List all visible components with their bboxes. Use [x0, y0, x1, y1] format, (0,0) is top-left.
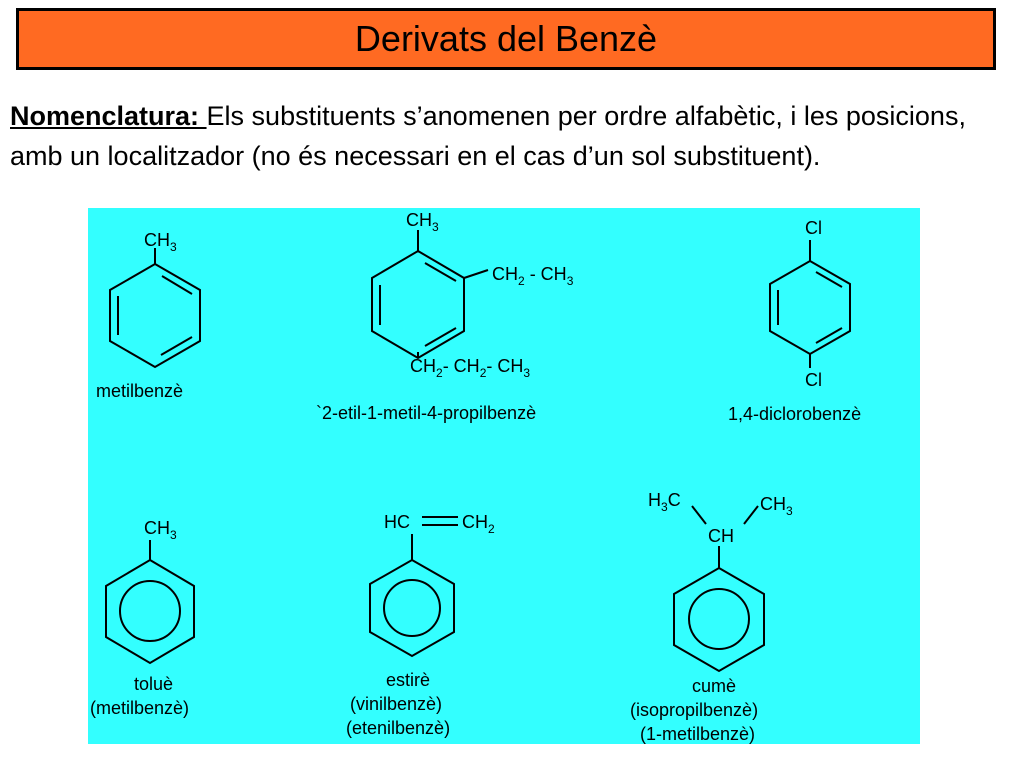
m4-ch3-label: $CH_3$: [144, 518, 177, 542]
structures-panel: [88, 208, 920, 744]
m2-propyl-label: $CH_2-$ $CH_2-$ $CH_3$: [410, 356, 531, 380]
m5-name3: (etenilbenzè): [346, 718, 451, 738]
benzene-ring-2: [372, 230, 488, 358]
intro-text: Els substituents s’anomenen per ordre alfabètic, i les posicions, amb un localitzador (no és necessari en el cas d’un sol substituent).: [10, 101, 966, 171]
intro-heading: Nomenclatura:: [10, 101, 207, 131]
m5-ch2-label: $CH_2$: [462, 512, 495, 536]
m6-name3: (1-metilbenzè): [640, 724, 756, 744]
m1-name: metilbenzè: [96, 381, 184, 401]
m2-name: `2-etil-1-metil-4-propilbenzè: [316, 403, 537, 423]
benzene-ring-4: [106, 540, 194, 663]
m5-hc-label: HC: [384, 512, 410, 532]
intro-paragraph: [10, 96, 1010, 176]
m4-name1: toluè: [134, 674, 174, 694]
m4-name2: (metilbenzè): [90, 698, 190, 718]
m6-h3c-label: $H_3C$: [648, 490, 681, 514]
benzene-ring-3: [770, 240, 850, 368]
m6-name2: (isopropilbenzè): [630, 700, 759, 720]
benzene-ring-5: [370, 517, 458, 656]
m5-name2: (vinilbenzè): [350, 694, 443, 714]
m2-ch3-label: $CH_3$: [406, 210, 439, 234]
m6-ch3-label: $CH_3$: [760, 494, 793, 518]
m6-ch-label: CH: [708, 526, 734, 546]
m6-name1: cumè: [692, 676, 737, 696]
m3-cl-bottom-label: Cl: [805, 370, 822, 390]
structures-diagram: [88, 208, 920, 744]
m3-name: 1,4-diclorobenzè: [728, 404, 862, 424]
m5-name1: estirè: [386, 670, 431, 690]
m2-ethyl-label: $CH_2 - CH_3$: [492, 264, 574, 288]
slide-title: Derivats del Benzè: [354, 18, 658, 59]
slide-title-box: [16, 8, 996, 70]
m1-ch3-label: $CH_3$: [144, 230, 177, 254]
benzene-ring-1: [110, 248, 200, 367]
m3-cl-top-label: Cl: [805, 218, 822, 238]
